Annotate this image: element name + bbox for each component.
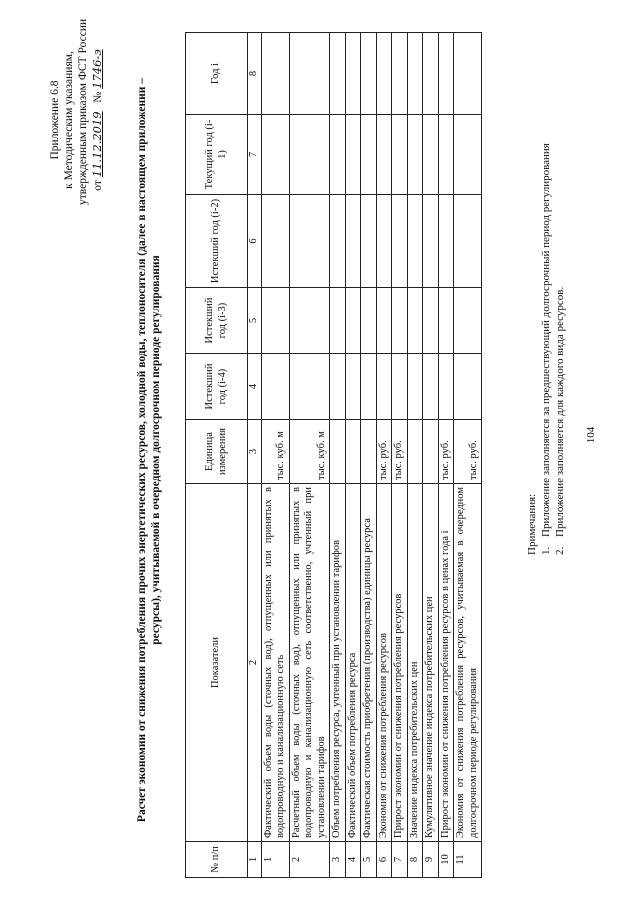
value-cell: [438, 195, 454, 288]
value-cell: [438, 354, 454, 420]
row-number: 5: [361, 842, 377, 878]
table-row: [423, 33, 439, 878]
note-number: 1.: [540, 546, 552, 555]
row-number: 8: [407, 842, 423, 878]
header-year-i2: Истекший год (i-2): [186, 195, 248, 288]
value-cell: [361, 115, 377, 195]
value-cell: [438, 33, 454, 115]
row-indicator: Экономия от снижения потребления ресурсов, учитываемая в очередном долгосрочном периоде регулирования: [454, 484, 482, 842]
value-cell: [361, 354, 377, 420]
value-cell: [330, 288, 346, 354]
value-cell: [345, 288, 361, 354]
value-cell: [407, 288, 423, 354]
value-cell: [345, 115, 361, 195]
row-number: 2: [289, 842, 330, 878]
value-cell: [261, 288, 289, 354]
column-number: 8: [248, 33, 262, 115]
savings-table: [185, 32, 482, 878]
value-cell: [330, 354, 346, 420]
value-cell: [423, 195, 439, 288]
column-number: 1: [248, 842, 262, 878]
header-indicator: Показатели: [186, 484, 248, 842]
value-cell: [423, 115, 439, 195]
value-cell: [392, 354, 408, 420]
value-cell: [407, 115, 423, 195]
row-unit: тыс. руб.: [392, 420, 408, 484]
value-cell: [454, 195, 482, 288]
row-number: 6: [376, 842, 392, 878]
from-label: от: [92, 180, 104, 191]
table-row: [289, 33, 330, 878]
value-cell: [423, 354, 439, 420]
appendix-date-line: [90, 35, 105, 205]
table-row: [438, 33, 454, 878]
table-row: [392, 33, 408, 878]
appendix-approval: утвержденным приказом ФСТ России: [77, 18, 89, 205]
row-indicator: Прирост экономии от снижения потребления ресурсов в ценах года i: [438, 484, 454, 842]
value-cell: [261, 115, 289, 195]
row-unit: [330, 420, 346, 484]
table-row: [376, 33, 392, 878]
row-unit: тыс. руб.: [438, 420, 454, 484]
value-cell: [454, 33, 482, 115]
value-cell: [423, 33, 439, 115]
value-cell: [330, 33, 346, 115]
row-unit: [407, 420, 423, 484]
row-unit: тыс. куб. м: [289, 420, 330, 484]
row-unit: тыс. куб. м: [261, 420, 289, 484]
value-cell: [376, 354, 392, 420]
table-row: [330, 33, 346, 878]
row-unit: тыс. руб.: [454, 420, 482, 484]
value-cell: [407, 33, 423, 115]
column-number: 7: [248, 115, 262, 195]
number-label: №: [92, 91, 104, 103]
header-year-i: Год i: [186, 33, 248, 115]
value-cell: [376, 33, 392, 115]
row-number: 11: [454, 842, 482, 878]
row-indicator: Прирост экономии от снижения потребления ресурсов: [392, 484, 408, 842]
value-cell: [438, 288, 454, 354]
value-cell: [392, 288, 408, 354]
table-row: [454, 33, 482, 878]
row-indicator: Объем потребления ресурса, учтенный при установлении тарифов: [330, 484, 346, 842]
value-cell: [345, 195, 361, 288]
value-cell: [330, 195, 346, 288]
value-cell: [392, 33, 408, 115]
value-cell: [361, 288, 377, 354]
row-indicator: Фактическая стоимость приобретения (производства) единицы ресурса: [361, 484, 377, 842]
value-cell: [289, 33, 330, 115]
header-unit: Единица измерения: [186, 420, 248, 484]
value-cell: [361, 33, 377, 115]
column-number: 4: [248, 354, 262, 420]
table-header-row: [186, 33, 248, 878]
note-text: Приложение заполняется за предшествующий долгосрочный период регулирования: [540, 143, 552, 537]
handwritten-date: 11.12.2019: [90, 111, 104, 178]
page-number: 104: [585, 426, 597, 444]
notes-section: [525, 35, 567, 555]
document-title: Расчет экономии от снижения потребления прочих энергетических ресурсов, холодной воды, теплоносителя (далее в настоящем приложении – ресурсы), учитываемой в очередном долгосрочном периоде регулирования: [136, 77, 162, 823]
column-number: 6: [248, 195, 262, 288]
column-number-row: [248, 33, 262, 878]
value-cell: [289, 115, 330, 195]
value-cell: [289, 195, 330, 288]
header-current-year: Текущий год (i-1): [186, 115, 248, 195]
row-number: 10: [438, 842, 454, 878]
value-cell: [289, 288, 330, 354]
value-cell: [376, 195, 392, 288]
row-indicator: Кумулятивное значение индекса потребительских цен: [423, 484, 439, 842]
row-unit: тыс. руб.: [376, 420, 392, 484]
value-cell: [361, 195, 377, 288]
column-number: 3: [248, 420, 262, 484]
table-row: [261, 33, 289, 878]
value-cell: [454, 115, 482, 195]
value-cell: [407, 195, 423, 288]
column-number: 2: [248, 484, 262, 842]
note-item: [553, 35, 567, 555]
value-cell: [376, 288, 392, 354]
value-cell: [454, 288, 482, 354]
note-item: [539, 35, 553, 555]
header-num: № п/п: [186, 842, 248, 878]
table-row: [345, 33, 361, 878]
row-number: 9: [423, 842, 439, 878]
row-unit: [423, 420, 439, 484]
value-cell: [407, 354, 423, 420]
appendix-header: [48, 18, 105, 205]
row-number: 4: [345, 842, 361, 878]
row-unit: [361, 420, 377, 484]
table-row: [361, 33, 377, 878]
header-year-i3: Истекший год (i-3): [186, 288, 248, 354]
appendix-number: Приложение 6.8: [49, 80, 61, 160]
value-cell: [345, 354, 361, 420]
value-cell: [423, 288, 439, 354]
notes-heading: Примечания:: [526, 493, 538, 555]
value-cell: [345, 33, 361, 115]
header-year-i4: Истекший год (i-4): [186, 354, 248, 420]
row-unit: [345, 420, 361, 484]
note-text: Приложение заполняется для каждого вида ресурсов.: [554, 286, 566, 537]
value-cell: [392, 115, 408, 195]
value-cell: [438, 115, 454, 195]
row-number: 7: [392, 842, 408, 878]
row-indicator: Расчетный объем воды (сточных вод), отпущенных или принятых в водопроводную и канализационную сеть соответственно, учтенный при установлении тарифов: [289, 484, 330, 842]
row-indicator: Фактический объем потребления ресурса: [345, 484, 361, 842]
row-number: 3: [330, 842, 346, 878]
row-indicator: Значение индекса потребительских цен: [407, 484, 423, 842]
handwritten-number: 1746-э: [90, 49, 104, 89]
value-cell: [261, 195, 289, 288]
value-cell: [330, 115, 346, 195]
value-cell: [392, 195, 408, 288]
appendix-reference: к Методическим указаниям,: [63, 51, 75, 189]
row-indicator: Фактический объем воды (сточных вод), отпущенных или принятых в водопроводную и канализационную сеть: [261, 484, 289, 842]
value-cell: [261, 33, 289, 115]
row-indicator: Экономия от снижения потребления ресурсов: [376, 484, 392, 842]
value-cell: [261, 354, 289, 420]
row-number: 1: [261, 842, 289, 878]
column-number: 5: [248, 288, 262, 354]
value-cell: [454, 354, 482, 420]
value-cell: [289, 354, 330, 420]
table-row: [407, 33, 423, 878]
value-cell: [376, 115, 392, 195]
note-number: 2.: [554, 546, 566, 555]
